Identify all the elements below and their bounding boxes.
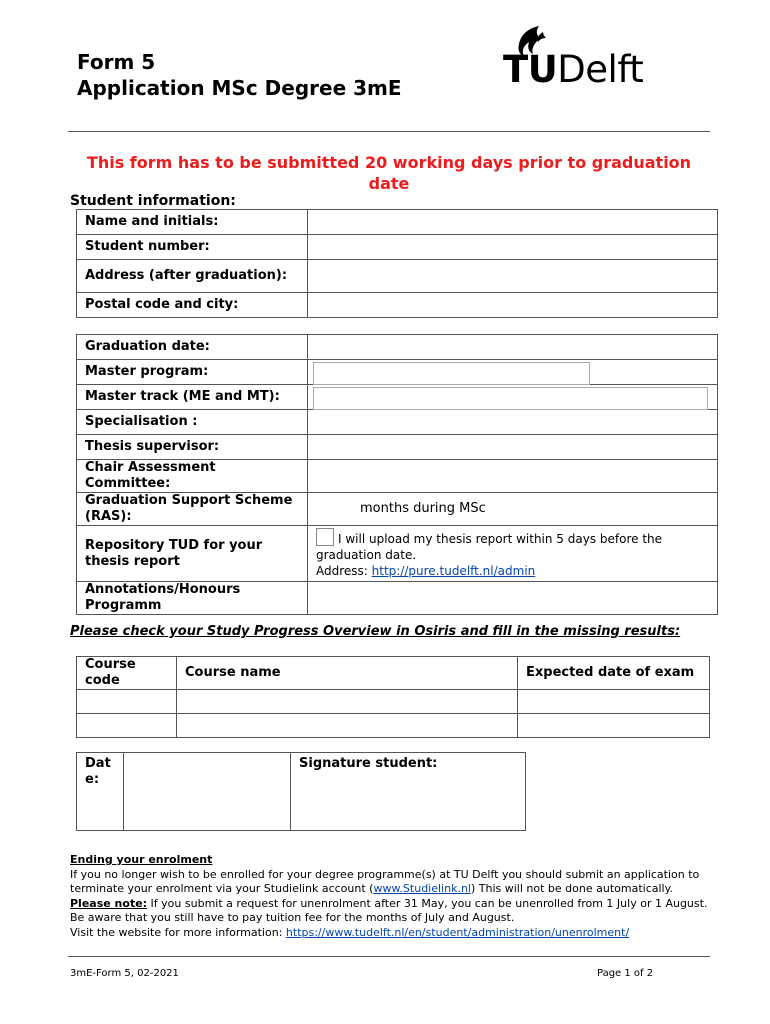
graduation-date-field[interactable] <box>308 335 718 360</box>
course-code-cell[interactable] <box>77 690 177 714</box>
logo-delft: Delft <box>557 48 644 91</box>
course-name-cell[interactable] <box>177 690 518 714</box>
table-row <box>77 657 710 690</box>
table-row <box>77 690 710 714</box>
unenrolment-link[interactable]: https://www.tudelft.nl/en/student/administration/unenrolment/ <box>285 925 630 939</box>
graduation-date-label: Graduation date: <box>77 335 308 360</box>
annotations-label: Annotations/Honours Programm <box>77 582 308 615</box>
student-number-label: Student number: <box>77 235 308 260</box>
ras-value[interactable]: months during MSc <box>308 493 718 526</box>
table-row <box>77 210 718 235</box>
chair-label: Chair Assessment Committee: <box>77 460 308 493</box>
visit-text: Visit the website for more information: <box>70 925 286 939</box>
ras-label: Graduation Support Scheme (RAS): <box>77 493 308 526</box>
chair-field[interactable] <box>308 460 718 493</box>
header-divider <box>68 131 710 132</box>
thesis-supervisor-field[interactable] <box>308 435 718 460</box>
form-number: Form 5 <box>77 50 156 74</box>
address-label: Address (after graduation): <box>77 260 308 293</box>
master-track-input[interactable] <box>313 387 708 410</box>
table-row <box>77 753 526 831</box>
table-row <box>77 493 718 526</box>
ending-enrolment-section <box>70 853 715 940</box>
signature-label[interactable]: Signature student: <box>291 753 526 831</box>
thesis-supervisor-label: Thesis supervisor: <box>77 435 308 460</box>
note-label: Please note: <box>70 896 148 910</box>
visit-paragraph <box>70 926 715 941</box>
table-row <box>77 235 718 260</box>
tudelft-logo <box>503 24 673 90</box>
pure-link[interactable]: http://pure.tudelft.nl/admin <box>371 564 536 578</box>
master-program-label: Master program: <box>77 360 308 385</box>
signature-table <box>76 752 526 831</box>
footer-form-id: 3mE-Form 5, 02-2021 <box>70 968 179 979</box>
master-track-label: Master track (ME and MT): <box>77 385 308 410</box>
repository-checkbox[interactable] <box>316 528 334 546</box>
repository-cell <box>308 526 718 582</box>
ending-paragraph <box>70 868 715 897</box>
repository-label: Repository TUD for your thesis report <box>77 526 308 582</box>
name-label: Name and initials: <box>77 210 308 235</box>
date-label[interactable]: Date: <box>77 753 124 831</box>
table-row <box>77 293 718 318</box>
specialisation-field[interactable] <box>308 410 718 435</box>
logo-tu: TU <box>503 48 558 91</box>
specialisation-label: Specialisation : <box>77 410 308 435</box>
course-name-cell[interactable] <box>177 714 518 738</box>
postal-code-label: Postal code and city: <box>77 293 308 318</box>
date-field[interactable] <box>124 753 291 831</box>
course-code-header: Course code <box>77 657 177 690</box>
table-row <box>77 410 718 435</box>
form-title <box>77 49 402 101</box>
footer-page-number: Page 1 of 2 <box>597 968 654 979</box>
submission-notice: This form has to be submitted 20 working days prior to graduation date <box>86 153 692 193</box>
student-number-field[interactable] <box>308 235 718 260</box>
table-row <box>77 526 718 582</box>
ending-text: If you no longer wish to be enrolled for your degree programme(s) at TU Delft you should submit an application to terminate your enrolment via your Studielink account ( <box>70 867 700 895</box>
course-name-header: Course name <box>177 657 518 690</box>
course-code-cell[interactable] <box>77 714 177 738</box>
table-row <box>77 435 718 460</box>
table-row <box>77 460 718 493</box>
postal-code-field[interactable] <box>308 293 718 318</box>
expected-date-header: Expected date of exam <box>518 657 710 690</box>
expected-date-cell[interactable] <box>518 690 710 714</box>
student-info-heading: Student information: <box>70 193 236 209</box>
note-text: If you submit a request for unenrolment after 31 May, you can be unenrolled from 1 July or 1 August. Be aware that you still have to pay tuition fee for the months of July and August. <box>70 896 708 924</box>
course-table <box>76 656 710 738</box>
address-field[interactable] <box>308 260 718 293</box>
student-info-table <box>76 209 718 318</box>
progress-heading: Please check your Study Progress Overview in Osiris and fill in the missing results: <box>70 624 681 639</box>
annotations-field[interactable] <box>308 582 718 615</box>
address-prefix: Address: <box>316 564 372 578</box>
name-field[interactable] <box>308 210 718 235</box>
master-program-input[interactable] <box>313 362 590 385</box>
note-paragraph <box>70 897 715 926</box>
table-row <box>77 335 718 360</box>
table-row <box>77 582 718 615</box>
form-subtitle: Application MSc Degree 3mE <box>77 76 402 100</box>
table-row <box>77 260 718 293</box>
ending-text-2: ) This will not be done automatically. <box>470 882 674 895</box>
table-row <box>77 714 710 738</box>
footer-divider <box>68 956 710 957</box>
repository-text: I will upload my thesis report within 5 days before the graduation date. <box>316 532 663 562</box>
studielink-link[interactable]: www.Studielink.nl <box>373 882 471 895</box>
ending-heading: Ending your enrolment <box>70 853 213 866</box>
expected-date-cell[interactable] <box>518 714 710 738</box>
